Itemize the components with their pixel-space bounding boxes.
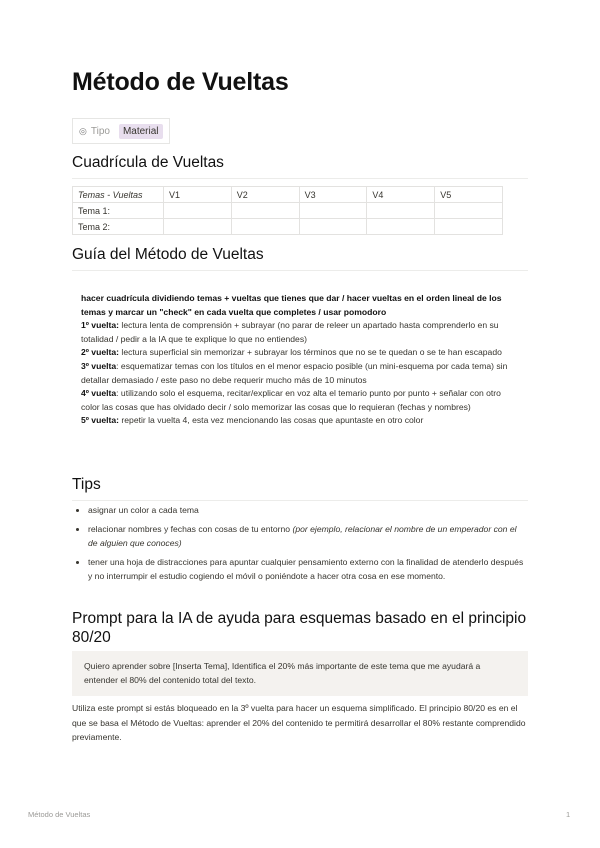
table-header-cell: V5	[435, 187, 503, 203]
guide-step-label: 3º vuelta	[81, 360, 117, 371]
table-cell	[164, 203, 232, 219]
table-header-cell: V1	[164, 187, 232, 203]
table-cell	[435, 219, 503, 235]
table-cell	[435, 203, 503, 219]
guide-heading: Guía del Método de Vueltas	[72, 246, 528, 271]
page-number: 1	[566, 810, 571, 819]
table-cell: Tema 2:	[73, 219, 164, 235]
property-label: Tipo	[90, 125, 110, 137]
guide-step-text: : utilizando solo el esquema, recitar/explicar en voz alta el temario punto por punto + señalar con otro color las cosas que has olvidado decir / solo memorizar las cosas que lo requieran (fechas y nombres)	[81, 388, 501, 412]
guide-step-label: 1º vuelta:	[81, 320, 120, 331]
guide-step-label: 2º vuelta:	[81, 347, 120, 358]
guide-step	[81, 319, 521, 346]
table-header-row	[73, 187, 503, 203]
table-header-cell: V3	[299, 187, 367, 203]
guide-step-text: lectura lenta de comprensión + subrayar (no parar de releer un apartado hasta comprenderlo en su totalidad / pedir a la IA que te explique lo que no entiendes)	[81, 320, 499, 344]
table-cell	[231, 219, 299, 235]
page-title: Método de Vueltas	[72, 68, 289, 96]
table-row	[73, 203, 503, 219]
guide-step-text: : esquematizar temas con los títulos en el menor espacio posible (un mini-esquema por cada tema) sin detallar demasiado / este paso no debe requerir mucho más de 10 minutos	[81, 360, 508, 385]
table-row	[73, 219, 503, 235]
table-header-cell: V4	[367, 187, 435, 203]
prompt-callout: Quiero aprender sobre [Inserta Tema], Identifica el 20% más importante de este tema que me ayudará a entender el 80% del contenido total del texto.	[72, 651, 528, 696]
guide-step	[81, 387, 521, 414]
prompt-paragraph: Utiliza este prompt si estás bloqueado en la 3º vuelta para hacer un esquema simplificado. El principio 80/20 es en el que se basa el Método de Vueltas: aprender el 20% del contenido te permitirá desarrollar el 80% restante comprendido previamente.	[72, 703, 526, 742]
guide-step-text: lectura superficial sin memorizar + subrayar los términos que no se te quedan o se te han escapado	[119, 347, 502, 358]
tip-text: tener una hoja de distracciones para apuntar cualquier pensamiento externo con la finalidad de atenderlo después y no interrumpir el estudio cogiendo el móvil o poniéndote a hacer otra cosa en ese momento.	[88, 557, 524, 581]
list-item	[88, 522, 528, 550]
table-cell	[231, 203, 299, 219]
list-item	[88, 503, 528, 517]
grid-heading: Cuadrícula de Vueltas	[72, 154, 528, 179]
table-cell: Tema 1:	[73, 203, 164, 219]
guide-step-label: 5º vuelta:	[81, 415, 120, 426]
table-cell	[299, 203, 367, 219]
table-cell	[299, 219, 367, 235]
property-tag[interactable]: Material	[119, 124, 163, 139]
list-item	[88, 555, 528, 583]
table-cell	[367, 203, 435, 219]
tip-text: relacionar nombres y fechas con cosas de tu entorno	[88, 524, 293, 534]
table-cell	[164, 219, 232, 235]
grid-table	[72, 186, 503, 235]
property-row[interactable]	[72, 118, 170, 144]
footer-title: Método de Vueltas	[28, 810, 91, 819]
tips-list	[72, 503, 528, 588]
guide-intro: hacer cuadrícula dividiendo temas + vueltas que tienes que dar / hacer vueltas en el orden lineal de los temas y marcar un "check" en cada vuelta que completes / usar pomodoro	[81, 293, 502, 317]
tips-heading: Tips	[72, 476, 528, 501]
guide-step	[81, 414, 521, 428]
guide-step	[81, 360, 521, 387]
guide-step-label: 4º vuelta	[81, 388, 117, 399]
guide-step-text: repetir la vuelta 4, esta vez mencionando las cosas que apuntaste en otro color	[119, 415, 424, 426]
table-cell	[367, 219, 435, 235]
tip-text: asignar un color a cada tema	[88, 505, 199, 515]
circle-target-icon: ◎	[79, 125, 87, 136]
guide-block	[81, 292, 521, 428]
table-header-cell: Temas - Vueltas	[73, 187, 164, 203]
tip-italic: (por ejemplo, relacionar el nombre de un emperador con el de alguien que conoces)	[88, 524, 517, 548]
guide-step	[81, 346, 521, 360]
prompt-heading: Prompt para la IA de ayuda para esquemas basado en el principio 80/20	[72, 610, 527, 646]
table-header-cell: V2	[231, 187, 299, 203]
